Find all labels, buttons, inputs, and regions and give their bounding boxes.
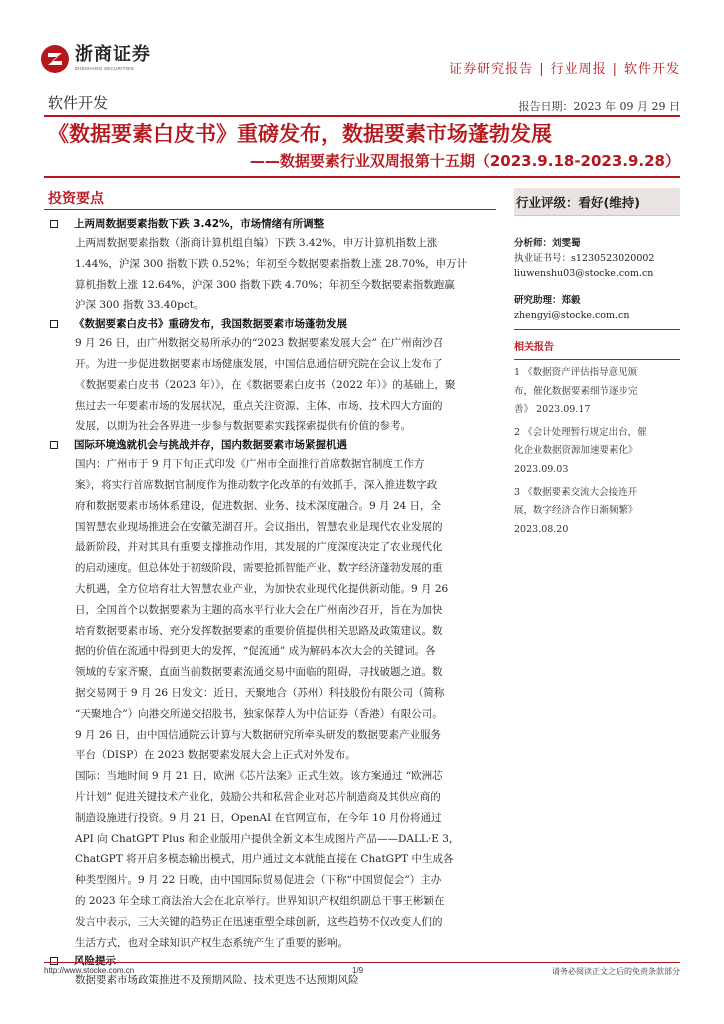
- paragraph-line: 算机指数上涨 12.64%，沪深 300 指数下跌 4.70%；年初至今数据要素指数跑赢: [75, 278, 455, 291]
- breadcrumb-separator: |: [539, 62, 545, 77]
- report-subtitle: ——数据要素行业双周报第十五期（2023.9.18-2023.9.28）: [249, 152, 680, 170]
- paragraph-line: 领域的专家齐聚，直面当前数据要素流通交易中面临的阻碍，寻找破题之道。数: [75, 666, 443, 679]
- related-report-line: 1 《数据资产评估指导意见颁: [514, 367, 638, 378]
- paragraph-line: 1.44%，沪深 300 指数下跌 0.52%；年初至今数据要素指数上涨 28.70%，申万计: [75, 257, 468, 270]
- breadcrumb-sector: 软件开发: [623, 62, 680, 77]
- breadcrumb-separator: |: [612, 62, 618, 77]
- related-report-item: [514, 484, 680, 540]
- footer-url[interactable]: http://www.stocke.com.cn: [44, 966, 135, 975]
- header-divider: [44, 115, 680, 117]
- related-report-line: 3 《数据要素交流大会接连开: [514, 486, 638, 498]
- paragraph-line: 最新阶段，并对其具有重要支撑推动作用，其发展的广度深度决定了农业现代化: [75, 541, 443, 554]
- industry-rating: 行业评级：看好(维持): [514, 188, 680, 216]
- paragraph-line: 种类型图片。9 月 22 日晚，由中国国际贸易促进会（下称“中国贸促会”）主办: [75, 874, 442, 887]
- related-report-line: 展，数字经济合作日渐频繁》: [514, 505, 638, 517]
- paragraph-line: 《数据要素白皮书（2023 年）》，在《数据要素白皮书（2022 年）》的基础上，聚: [75, 378, 456, 391]
- brand-name-cn: 浙商证券: [75, 44, 151, 66]
- paragraph-line: 9 月 26 日，由中国信通院云计算与大数据研究所牵头研发的数据要素产业服务: [75, 728, 442, 741]
- checkbox-bullet-icon: [50, 320, 58, 328]
- investment-highlights-heading: 投资要点: [48, 191, 104, 207]
- logo-mark-icon: [40, 44, 70, 74]
- related-report-item: [514, 364, 680, 420]
- paragraph-line: API 向 ChatGPT Plus 和企业版用户提供全新文本生成图片产品——DALL·E 3，: [75, 832, 460, 845]
- related-report-line: 善》 2023.09.17: [514, 404, 591, 416]
- related-report-line: 2023.08.20: [514, 523, 569, 535]
- paragraph-line: 上两周数据要素指数（浙商计算机组自编）下跌 3.42%，申万计算机指数上涨: [75, 237, 438, 249]
- checkbox-bullet-icon: [50, 441, 58, 449]
- paragraph-line: 国内：广州市于 9 月下旬正式印发《广州市全面推行首席数据官制度工作方: [75, 458, 425, 471]
- sidebar: [514, 188, 680, 539]
- paragraph-line: 焦过去一年要素市场的发展状况，重点关注资源、主体、市场、技术四大方面的: [75, 399, 443, 412]
- footer-divider: [44, 962, 680, 963]
- report-type-breadcrumb: [449, 58, 680, 77]
- highlight-item: [50, 216, 496, 316]
- checkbox-bullet-icon: [50, 220, 58, 228]
- breadcrumb-report-kind: 行业周报: [550, 62, 607, 77]
- analyst-name: 分析师：刘雯蜀: [514, 238, 581, 249]
- related-report-line: 化企业数据资源加速要素化》: [514, 445, 638, 457]
- analyst-email: liuwenshu03@stocke.com.cn: [514, 268, 654, 279]
- title-divider: [44, 176, 680, 178]
- related-report-line: 2023.09.03: [514, 463, 569, 475]
- report-title: 《数据要素白皮书》重磅发布，数据要素市场蓬勃发展: [48, 122, 552, 146]
- paragraph-line: 开。为进一步促进数据要素市场健康发展，中国信息通信研究院在会议上发布了: [75, 357, 443, 370]
- paragraph-line: 片计划” 促进关键技术产业化，鼓励公共和私营企业对芯片制造商及其供应商的: [75, 790, 441, 803]
- highlight-item: [50, 316, 496, 437]
- paragraph-line: 国际：当地时间 9 月 21 日，欧洲《芯片法案》正式生效。该方案通过 “欧洲芯: [75, 770, 443, 783]
- paragraph-line: 制造设施进行投资。9 月 21 日，OpenAI 在官网宣布，在今年 10 月份将通过: [75, 811, 442, 824]
- paragraph-line: 府和数据要素市场体系建设，促进数据、业务、技术深度融合。9 月 24 日，全: [75, 499, 442, 512]
- analyst-info: [514, 236, 680, 323]
- paragraph-line: 大机遇，全方位培育壮大智慧农业产业，为加快农业现代化提供新动能。9 月 26: [75, 582, 449, 595]
- assistant-email: zhengyi@stocke.com.cn: [514, 310, 630, 321]
- footer-disclaimer: 请务必阅读正文之后的免责条款部分: [552, 967, 680, 976]
- paragraph-line: 平台（DISP）在 2023 数据要素发展大会上正式对外发布。: [75, 749, 356, 762]
- paragraph-line: “天聚地合”）向港交所递交招股书，独家保荐人为中信证券（香港）有限公司。: [75, 707, 443, 720]
- paragraph-line: 发言中表示，三大关键的趋势正在迅速重塑全球创新，这些趋势不仅改变人们的: [75, 915, 443, 928]
- paragraph-line: 的启动速度。但总体处于初级阶段，需要抢抓智能产业、数字经济蓬勃发展的重: [75, 562, 443, 575]
- highlight-title: 国际环境逸就机会与挑战并存，国内数据要素市场紧握机遇: [74, 439, 347, 452]
- report-date: 报告日期：2023 年 09 月 29 日: [518, 100, 680, 113]
- paragraph-line: 国智慧农业现场推进会在安徽芜湖召开。会议指出，智慧农业是现代农业发展的: [75, 520, 443, 533]
- section-divider: [44, 209, 496, 210]
- related-report-item: [514, 424, 680, 480]
- paragraph-line: 日，全国首个以数据要素为主题的高水平行业大会在广州南沙召开，旨在为加快: [75, 603, 443, 616]
- paragraph-line: 9 月 26 日，由广州数据交易所承办的“2023 数据要素发展大会” 在广州南沙召: [75, 337, 444, 350]
- related-report-line: 布，催化数据要素细节逐步完: [514, 385, 638, 397]
- paragraph-line: 生活方式，也对全球知识产权生态系统产生了重要的影响。: [75, 936, 348, 949]
- paragraph-line: 的 2023 年全球工商法治大会在北京举行。世界知识产权组织副总干事王彬颖在: [75, 894, 445, 907]
- investment-highlights: [50, 216, 496, 991]
- paragraph-line: 据的价值在流通中得到更大的发挥，“促流通” 成为解码本次大会的关键词。各: [75, 645, 436, 658]
- related-report-line: 2 《会计处理暂行规定出台，催: [514, 426, 647, 438]
- highlight-title: 上两周数据要素指数下跌 3.42%，市场情绪有所调整: [74, 218, 325, 230]
- sector-label: 软件开发: [48, 94, 109, 112]
- paragraph-line: 培育数据要素市场、充分发挥数据要素的重要价值提供相关思路及政策建议。数: [75, 624, 443, 637]
- paragraph-line: 据交易网于 9 月 26 日发文：近日，天聚地合（苏州）科技股份有限公司（简称: [75, 686, 445, 699]
- highlight-item: [50, 437, 496, 953]
- paragraph-line: ChatGPT 将开启多模态输出模式，用户通过文本就能直接在 ChatGPT 中生成各: [75, 853, 454, 866]
- brand-logo: [40, 44, 151, 74]
- paragraph-line: 数据要素市场政策推进不及预期风险、技术更迭不达预期风险: [75, 974, 359, 987]
- paragraph-line: 案》，将实行首席数据官制度作为推动数字化改革的有效抓手，深入推进数字政: [75, 478, 438, 491]
- sidebar-divider: [514, 329, 680, 330]
- page-number: 1/9: [352, 966, 364, 975]
- assistant-name: 研究助理：郑毅: [514, 295, 581, 306]
- breadcrumb-report-type: 证券研究报告: [449, 62, 534, 77]
- brand-name-en: ZHESHANG SECURITIES: [75, 66, 134, 72]
- paragraph-line: 发展，以期为社会各界进一步参与数据要素实践探索提供有价值的参考。: [75, 420, 411, 433]
- analyst-cert-number: 执业证书号：s1230523020002: [514, 253, 655, 264]
- paragraph-line: 沪深 300 指数 33.40pct。: [75, 299, 205, 312]
- highlight-title: 《数据要素白皮书》重磅发布，我国数据要素市场蓬勃发展: [74, 318, 347, 331]
- related-reports-heading: 相关报告: [514, 338, 680, 360]
